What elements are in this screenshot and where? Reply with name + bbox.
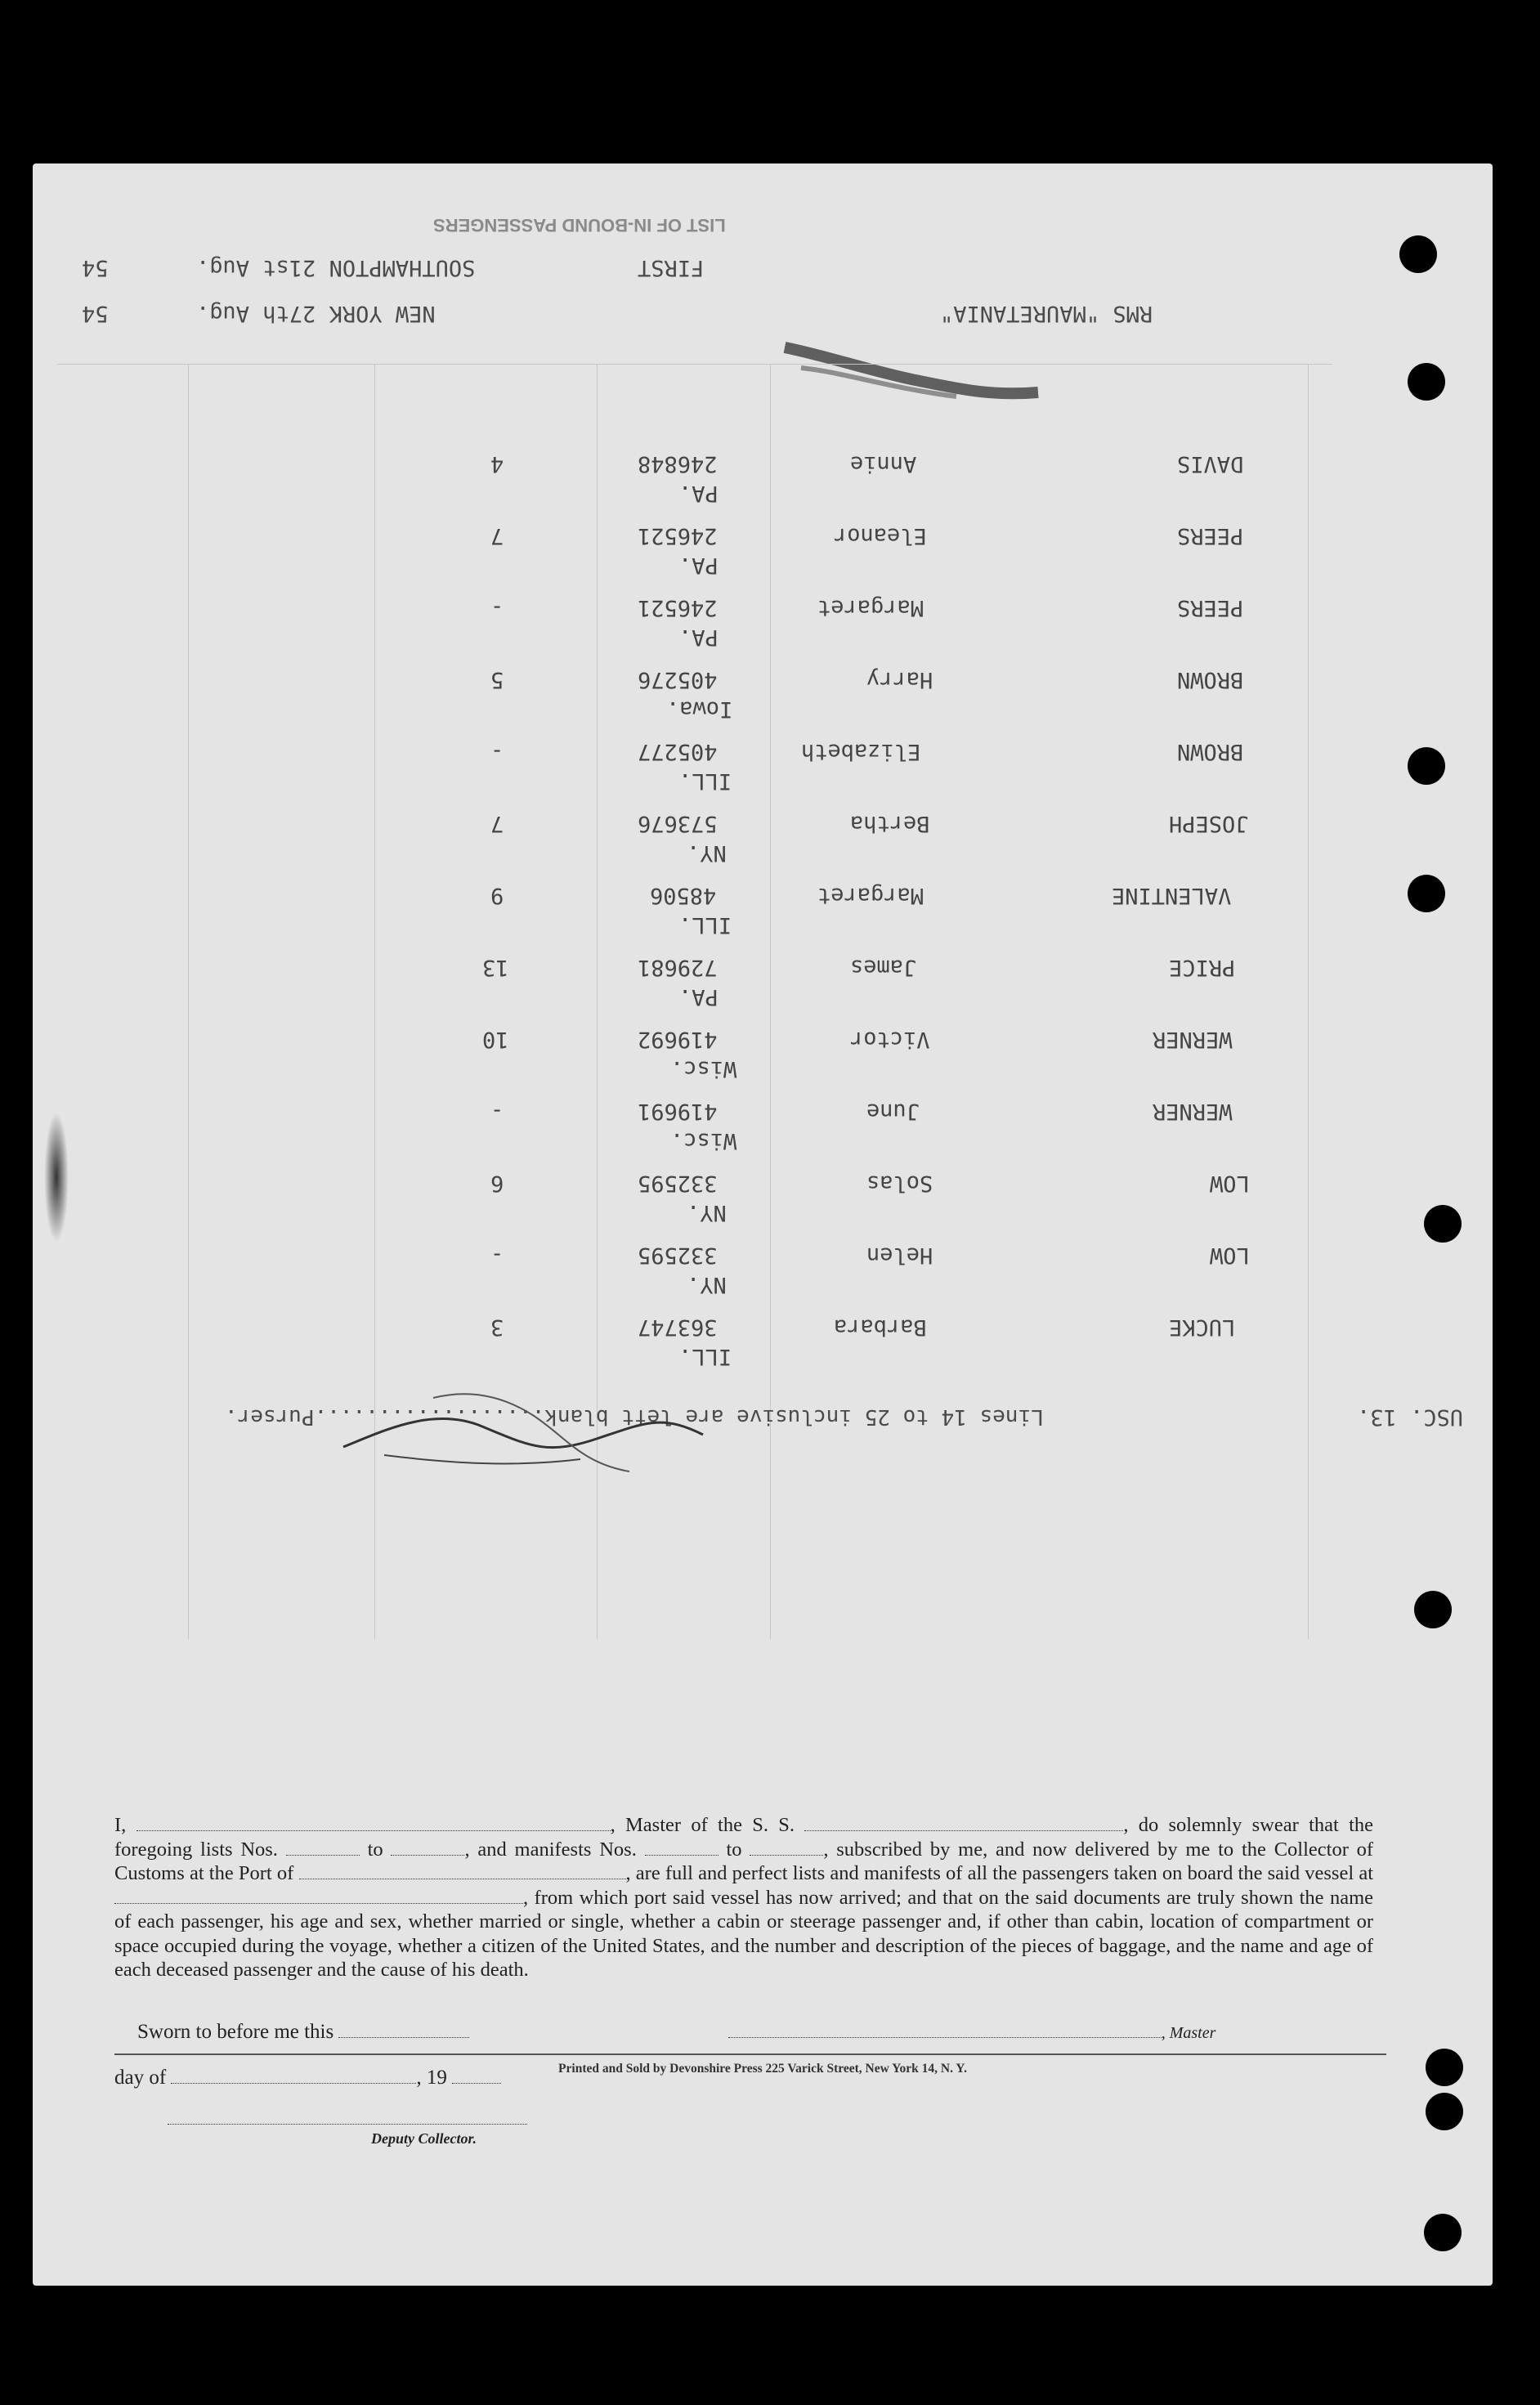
given-name: Barbara (834, 1314, 927, 1340)
oath-text: I, , Master of the S. S. , do solemnly swear that the foregoing lists Nos. to , and manifests Nos. to , subscribed by me, and now delivered by me to the Collector of Customs at the Port of , are full and perfect lists and manifests of all the passengers taken on board the said vessel at , from which port said vessel has now arrived; and that on the said documents are truly shown the name of each passenger, his age and sex, whether married or single, whether a cabin or steerage passenger and, if other than cabin, location of compartment or space occupied during the voyage, whether a citizen of the United States, and the number and description of the pieces of baggage, and the name and age of each deceased passenger and the cause of his death. (114, 1814, 1374, 1981)
state: PA. (678, 984, 719, 1010)
given-name: Elizabeth (801, 739, 921, 764)
given-name: Helen (866, 1243, 933, 1268)
state: ILL. (678, 1344, 732, 1369)
table-row (33, 955, 1493, 1025)
line-number: 7 (490, 523, 504, 549)
header-rule (57, 364, 1332, 365)
id-number: 246521 (638, 523, 718, 549)
table-row (33, 523, 1493, 593)
line-number: 4 (490, 451, 504, 477)
state: NY. (687, 1200, 727, 1225)
id-number: 573676 (638, 811, 718, 836)
line-number: 3 (490, 1314, 504, 1340)
line-number: 6 (490, 1171, 504, 1196)
surname: PEERS (1177, 523, 1244, 549)
line-number: 5 (490, 667, 504, 692)
deputy-signature-line (168, 2124, 527, 2125)
given-name: Bertha (850, 811, 930, 836)
year-suffix-bottom: 54 (82, 301, 109, 326)
header-title-faint: LIST OF IN-BOUND PASSENGERS (433, 215, 726, 235)
table-row (33, 1099, 1493, 1169)
table-row (33, 1314, 1493, 1385)
blank-lines-note: Lines 14 to 25 inclusive are left blank..................Purser. (225, 1404, 1044, 1429)
binder-hole (1424, 2214, 1462, 2251)
line-number: - (490, 1099, 504, 1124)
surname: BROWN (1177, 739, 1244, 764)
given-name: June (866, 1099, 920, 1124)
state: PA. (678, 481, 719, 506)
year-suffix-top: 54 (82, 255, 109, 280)
printer-credit: Printed and Sold by Devonshire Press 225 Varick Street, New York 14, N. Y. (558, 2062, 967, 2076)
surname: PEERS (1177, 595, 1244, 620)
table-row (33, 883, 1493, 953)
class-label: FIRST (638, 255, 705, 280)
state: PA. (678, 553, 719, 578)
departure-field: SOUTHAMPTON 21st Aug. (196, 255, 476, 280)
arrival-field: NEW YORK 27th Aug. (196, 301, 436, 326)
binder-hole (1414, 1591, 1452, 1628)
state: PA. (678, 625, 719, 650)
surname: LOW (1210, 1243, 1250, 1268)
sworn-line: Sworn to before me this , Master (137, 2021, 1216, 2043)
id-number: 419691 (638, 1099, 718, 1124)
state: NY. (687, 840, 727, 866)
given-name: Margaret (817, 883, 924, 908)
ink-smudge (44, 1112, 69, 1243)
given-name: Annie (850, 451, 917, 477)
binder-hole (1408, 363, 1445, 401)
table-row (33, 1171, 1493, 1241)
day-of-line: day of , 19 (114, 2067, 501, 2089)
given-name: Victor (850, 1027, 930, 1052)
table-row (33, 451, 1493, 522)
given-name: Eleanor (834, 523, 927, 549)
state: ILL. (678, 912, 732, 938)
surname: LOW (1210, 1171, 1250, 1196)
surname: DAVIS (1177, 451, 1244, 477)
binder-hole (1408, 875, 1445, 912)
vessel-name: RMS "MAURETANIA" (940, 301, 1153, 326)
id-number: 48506 (650, 883, 717, 908)
state: Wisc. (670, 1056, 737, 1082)
line-number: 13 (482, 955, 509, 980)
id-number: 332595 (638, 1171, 718, 1196)
state: Iowa. (666, 696, 733, 722)
state: NY. (687, 1272, 727, 1297)
deputy-collector-label: Deputy Collector. (371, 2130, 477, 2147)
state: ILL. (678, 768, 732, 794)
footer-rule (114, 2053, 1386, 2055)
id-number: 363747 (638, 1314, 718, 1340)
table-row (33, 811, 1493, 881)
binder-hole (1399, 235, 1437, 273)
given-name: James (850, 955, 917, 980)
binder-hole (1424, 1205, 1462, 1243)
surname: WERNER (1153, 1027, 1233, 1052)
line-number: 7 (490, 811, 504, 836)
table-row (33, 1243, 1493, 1313)
handwritten-signature (335, 1349, 711, 1496)
given-name: Margaret (817, 595, 924, 620)
given-name: Harry (866, 667, 933, 692)
manifest-page (33, 163, 1493, 2286)
id-number: 246521 (638, 595, 718, 620)
id-number: 405277 (638, 739, 718, 764)
state: Wisc. (670, 1128, 737, 1153)
id-number: 332595 (638, 1243, 718, 1268)
surname: PRICE (1169, 955, 1236, 980)
table-row (33, 739, 1493, 809)
surname: JOSEPH (1169, 811, 1249, 836)
us-citizen-count: USC. 13. (1357, 1404, 1464, 1430)
id-number: 419692 (638, 1027, 718, 1052)
line-number: - (490, 595, 504, 620)
line-number: 9 (490, 883, 504, 908)
line-number: 10 (482, 1027, 509, 1052)
table-row (33, 667, 1493, 737)
line-number: - (490, 739, 504, 764)
surname: WERNER (1153, 1099, 1233, 1124)
surname: BROWN (1177, 667, 1244, 692)
id-number: 246848 (638, 451, 718, 477)
id-number: 405276 (638, 667, 718, 692)
id-number: 729681 (638, 955, 718, 980)
binder-hole (1426, 2093, 1463, 2130)
binder-hole (1408, 747, 1445, 785)
surname: LUCKE (1169, 1314, 1236, 1340)
table-row (33, 1027, 1493, 1097)
line-number: - (490, 1243, 504, 1268)
stamp-mark (777, 323, 1046, 413)
table-row (33, 595, 1493, 665)
binder-hole (1426, 2049, 1463, 2086)
given-name: Solas (866, 1171, 933, 1196)
surname: VALENTINE (1112, 883, 1232, 908)
